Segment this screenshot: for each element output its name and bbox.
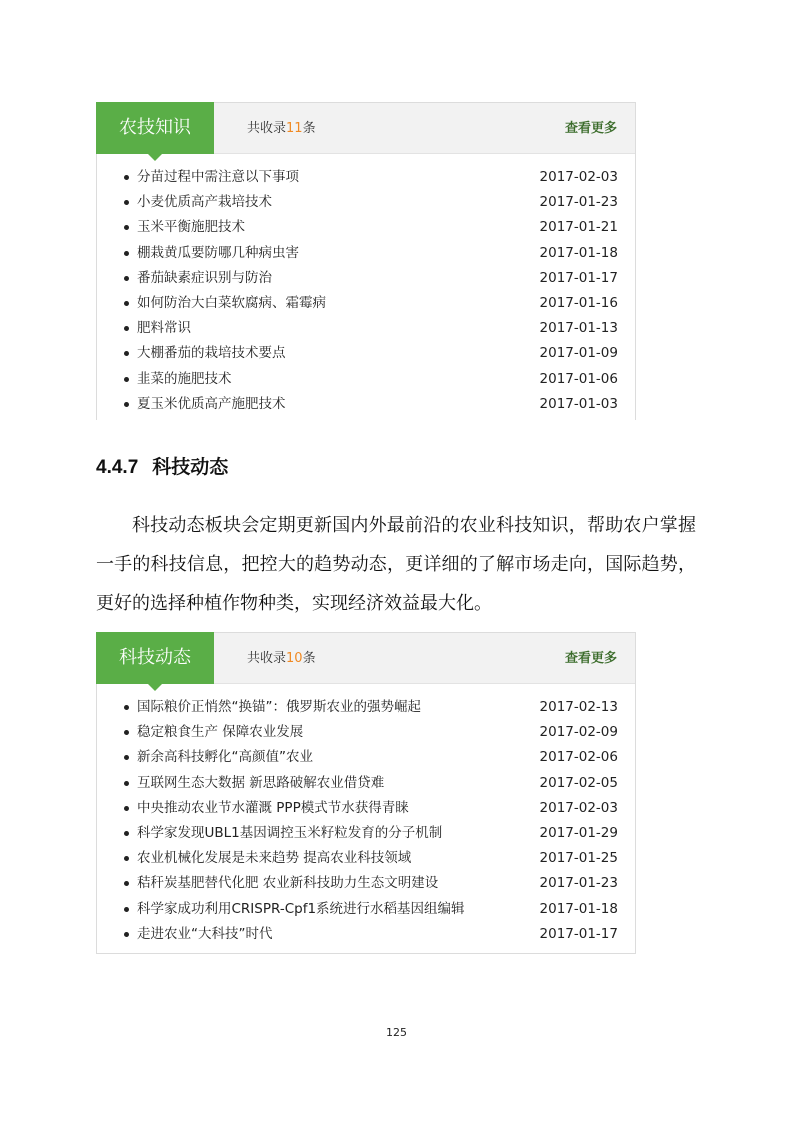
section-number: 4.4.7 [96, 457, 139, 478]
count-number: 10 [286, 651, 303, 666]
bullet-icon [124, 705, 129, 710]
item-title-link[interactable]: 走进农业“大科技”时代 [137, 925, 273, 942]
bullet-icon [124, 881, 129, 886]
bullet-icon [124, 730, 129, 735]
bullet-icon [124, 831, 129, 836]
list-item[interactable] [97, 241, 635, 266]
list-item[interactable] [97, 871, 635, 896]
list-item[interactable] [97, 190, 635, 215]
bullet-icon [124, 907, 129, 912]
item-title-link[interactable]: 夏玉米优质高产施肥技术 [137, 395, 286, 412]
bullet-icon [124, 856, 129, 861]
item-date: 2017-01-13 [539, 320, 618, 337]
tag-pointer-icon [148, 684, 162, 691]
page-number: 125 [386, 1026, 407, 1039]
bullet-icon [124, 351, 129, 356]
bullet-icon [124, 377, 129, 382]
section-title: 科技动态 [152, 456, 229, 478]
item-title-link[interactable]: 大棚番茄的栽培技术要点 [137, 345, 286, 362]
list-item[interactable] [97, 796, 635, 821]
section-heading [96, 452, 228, 479]
item-title-link[interactable]: 小麦优质高产栽培技术 [137, 194, 272, 211]
item-count [247, 103, 316, 154]
panel-header [97, 633, 635, 684]
item-title-link[interactable]: 番茄缺素症识别与防治 [137, 269, 272, 286]
item-date: 2017-02-13 [539, 699, 618, 715]
item-date: 2017-01-17 [539, 269, 618, 286]
agri-knowledge-panel [96, 102, 636, 420]
news-list [97, 154, 635, 417]
item-date: 2017-02-03 [539, 799, 618, 816]
panel-tag-label: 农技知识 [119, 117, 191, 138]
item-title-link[interactable]: 肥料常识 [137, 320, 191, 337]
item-date: 2017-01-18 [539, 244, 618, 261]
list-item[interactable] [97, 846, 635, 871]
item-date: 2017-01-17 [539, 925, 618, 942]
item-date: 2017-01-16 [539, 294, 618, 311]
item-date: 2017-02-06 [539, 749, 618, 766]
item-date: 2017-01-03 [539, 395, 618, 412]
bullet-icon [124, 225, 129, 230]
item-date: 2017-02-03 [539, 169, 618, 185]
panel-tag-label: 科技动态 [119, 647, 191, 668]
panel-header [97, 103, 635, 154]
count-number: 11 [286, 121, 303, 136]
panel-tag[interactable] [96, 102, 214, 154]
item-date: 2017-01-23 [539, 194, 618, 211]
list-item[interactable] [97, 316, 635, 341]
item-title-link[interactable]: 秸秆炭基肥替代化肥 农业新科技助力生态文明建设 [137, 875, 439, 892]
tag-pointer-icon [148, 154, 162, 161]
view-more-link[interactable]: 查看更多 [564, 651, 617, 666]
item-title-link[interactable]: 中央推动农业节水灌溉 PPP模式节水获得青睐 [137, 799, 409, 816]
view-more-link[interactable]: 查看更多 [564, 121, 617, 136]
item-title-link[interactable]: 棚栽黄瓜要防哪几种病虫害 [137, 244, 299, 261]
count-prefix: 共收录 [247, 651, 287, 666]
list-item[interactable] [97, 821, 635, 846]
bullet-icon [124, 200, 129, 205]
bullet-icon [124, 301, 129, 306]
panel-tag[interactable] [96, 632, 214, 684]
count-suffix: 条 [302, 121, 316, 136]
item-date: 2017-01-21 [539, 219, 618, 236]
tech-news-panel [96, 632, 636, 954]
list-item[interactable] [97, 367, 635, 392]
news-list [97, 684, 635, 947]
bullet-icon [124, 806, 129, 811]
item-date: 2017-01-25 [539, 850, 618, 867]
list-item[interactable] [97, 745, 635, 770]
bullet-icon [124, 932, 129, 937]
item-date: 2017-01-18 [539, 900, 618, 917]
list-item[interactable] [97, 720, 635, 745]
item-title-link[interactable]: 科学家发现UBL1基因调控玉米籽粒发育的分子机制 [137, 824, 443, 841]
list-item[interactable] [97, 291, 635, 316]
item-date: 2017-01-09 [539, 345, 618, 362]
bullet-icon [124, 175, 129, 180]
count-prefix: 共收录 [247, 121, 287, 136]
bullet-icon [124, 326, 129, 331]
count-suffix: 条 [302, 651, 316, 666]
list-item[interactable] [97, 165, 635, 190]
list-item[interactable] [97, 215, 635, 240]
bullet-icon [124, 276, 129, 281]
item-date: 2017-01-06 [539, 370, 618, 387]
list-item[interactable] [97, 771, 635, 796]
item-title-link[interactable]: 国际粮价正悄然“换锚”：俄罗斯农业的强势崛起 [137, 699, 421, 715]
item-title-link[interactable]: 新余高科技孵化“高颜值”农业 [137, 749, 313, 766]
item-title-link[interactable]: 分苗过程中需注意以下事项 [137, 169, 299, 185]
item-date: 2017-01-29 [539, 824, 618, 841]
item-title-link[interactable]: 农业机械化发展是未来趋势 提高农业科技领域 [137, 850, 412, 867]
list-item[interactable] [97, 922, 635, 947]
body-paragraph: 科技动态板块会定期更新国内外最前沿的农业科技知识，帮助农户掌握一手的科技信息，把控大的趋势动态，更详细的了解市场走向，国际趋势，更好的选择种植作物种类，实现经济效益最大化。 [96, 515, 696, 614]
item-title-link[interactable]: 如何防治大白菜软腐病、霜霉病 [137, 294, 326, 311]
item-title-link[interactable]: 稳定粮食生产 保障农业发展 [137, 724, 304, 741]
list-item[interactable] [97, 266, 635, 291]
list-item[interactable] [97, 341, 635, 366]
item-title-link[interactable]: 互联网生态大数据 新思路破解农业借贷难 [137, 774, 385, 791]
item-title-link[interactable]: 韭菜的施肥技术 [137, 370, 232, 387]
item-date: 2017-01-23 [539, 875, 618, 892]
list-item[interactable] [97, 392, 635, 417]
item-date: 2017-02-09 [539, 724, 618, 741]
bullet-icon [124, 781, 129, 786]
bullet-icon [124, 251, 129, 256]
item-title-link[interactable]: 科学家成功利用CRISPR-Cpf1系统进行水稻基因组编辑 [137, 900, 465, 917]
list-item[interactable] [97, 695, 635, 720]
item-count [247, 633, 316, 684]
bullet-icon [124, 402, 129, 407]
list-item[interactable] [97, 897, 635, 922]
item-title-link[interactable]: 玉米平衡施肥技术 [137, 219, 245, 236]
bullet-icon [124, 755, 129, 760]
item-date: 2017-02-05 [539, 774, 618, 791]
